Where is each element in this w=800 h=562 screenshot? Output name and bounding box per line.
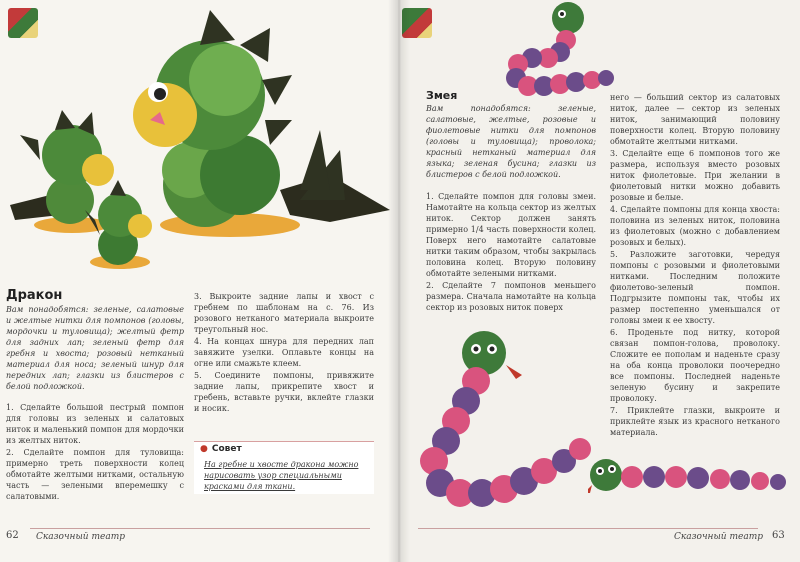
- step-paragraph: 3. Выкроите задние лапы и хвост с гребнем по шаблонам на с. 76. Из розового нетканого материала выкроите треугольный нос.: [194, 292, 374, 334]
- step-paragraph: 3. Сделайте еще 6 помпонов того же размера, используя вместо розовых ниток фиолетовые. При желании в фиолетовый нитки можно добавить розовые и белые.: [610, 149, 780, 202]
- step-paragraph: 2. Сделайте помпон для туловища: примерно треть поверхности колец обмотайте желтыми нитками, остальную часть — зелеными вперемешку с салатовыми.: [6, 448, 184, 501]
- running-footer-left: Сказочный театр: [36, 532, 125, 542]
- dragon-photo: [0, 0, 398, 275]
- running-footer-right: Сказочный театр: [674, 532, 763, 542]
- page-title-dragon: Дракон: [6, 288, 63, 303]
- materials-intro-dragon: Вам понадобятся: зеленые, салатовые и желтые нитки для помпонов (головы, мордочки и туловища); желтый фетр для задних лап; зеленый фетр для гребня и хвоста; розовый нетканый материал для носа; зеленый шнур для передних лап; глазки из блистеров с белой подложкой.: [6, 305, 184, 391]
- step-paragraph: 4. Сделайте помпоны для конца хвоста: половина из зеленых ниток, половина из фиолетовых (можно с добавлением розовых и белых).: [610, 205, 780, 247]
- advice-box: [194, 441, 374, 494]
- step-paragraph: 1. Сделайте большой пестрый помпон для головы из зеленых и салатовых ниток и маленький помпон для мордочки из желтых ниток.: [6, 403, 184, 445]
- step-paragraph: 5. Разложите заготовки, чередуя помпоны с розовыми и фиолетовыми нитками. Последним положите фиолетово-зеленый помпон. Подгрызите помпоны так, чтобы их размер постепенно уменьшался от головы змеи к ее хвосту.: [610, 250, 780, 325]
- step-paragraph: 7. Приклейте глазки, выкроите и приклейте язык из красного нетканого материала.: [610, 406, 780, 437]
- left-page: [0, 0, 398, 562]
- snake-photo-bottom: [404, 325, 604, 525]
- steps-column-1-dragon: [6, 402, 184, 503]
- advice-text: На гребне и хвосте дракона можно нарисовать узор специальными красками для ткани.: [204, 460, 359, 491]
- step-paragraph: 6. Проденьте под нитку, которой связан помпон-голова, проволоку. Сложите ее пополам и наденьте сразу на оба конца проволоки поочередно все помпоны. Последней наденьте зеленую бусину и закрепите проволоку.: [610, 328, 780, 403]
- steps-column-2-snake: [610, 92, 780, 439]
- page-number-left: 62: [6, 530, 19, 541]
- steps-column-1-snake: [426, 191, 596, 314]
- page-number-right: 63: [772, 530, 785, 541]
- steps-column-2-dragon: [194, 291, 374, 415]
- snake-photo-right: [588, 445, 798, 505]
- step-paragraph: 5. Соедините помпоны, привяжите задние лапы, прикрепите хвост и гребень, вставьте ручки, вклейте глазки и носик.: [194, 371, 374, 413]
- page-title-snake: Змея: [426, 89, 458, 102]
- right-page: [398, 0, 800, 562]
- step-paragraph: 4. На концах шнура для передних лап завяжите узелки. Оплавьте концы на огне или смажьте клеем.: [194, 337, 374, 368]
- step-paragraph: 1. Сделайте помпон для головы змеи. Намотайте на кольца сектор из желтых ниток. Сектор должен занять примерно 1/4 часть поверхности колец. Поверх него намотайте салатовые нитки таким образом, чтобы закрылась половина колец. Вторую половину обмотайте зелеными нитками.: [426, 192, 596, 278]
- footer-rule: [30, 528, 370, 529]
- book-gutter: [388, 0, 410, 562]
- bullet-dot-icon: ●: [200, 444, 208, 454]
- footer-rule: [418, 528, 758, 529]
- step-paragraph: 2. Сделайте 7 помпонов меньшего размера. Сначала намотайте на кольца сектор из розовых ниток поверх: [426, 281, 596, 312]
- advice-title: Совет: [211, 444, 242, 454]
- materials-intro-snake: Вам понадобятся: зеленые, салатовые, желтые, розовые и фиолетовые нитки для помпонов (головы и туловища); проволока; красный нетканый материал для языка; зеленая бусина; глазки из блистеров с белой подложкой.: [426, 104, 596, 179]
- step-paragraph: него — больший сектор из салатовых ниток, далее — сектор из зеленых ниток, занимающий половину поверхности колец. Вторую половину обмотайте желтыми нитками.: [610, 93, 780, 146]
